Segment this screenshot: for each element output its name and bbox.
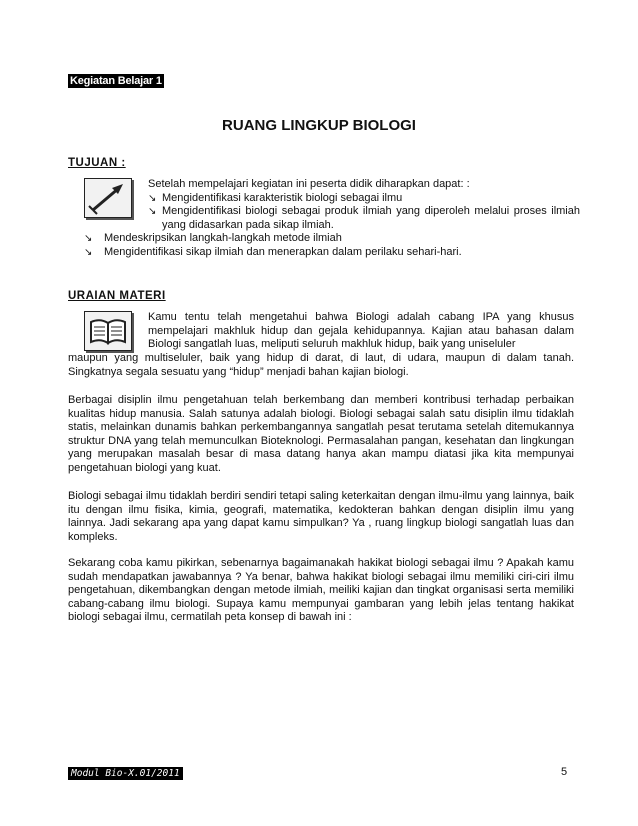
tujuan-item-3: ↘ Mendeskripsikan langkah-langkah metode ilmiah	[84, 232, 342, 244]
tujuan-intro: Setelah mempelajari kegiatan ini peserta didik diharapkan dapat: :	[148, 178, 470, 190]
uraian-paragraph-1-rest: maupun yang multiseluler, baik yang hidup di darat, di laut, di udara, maupun di dalam tanah. Singkatnya segala sesuatu yang “hidup” menjadi bahan kajian biologi.	[68, 352, 574, 378]
bullet-arrow-icon: ↘	[148, 206, 157, 217]
uraian-paragraph-3: Biologi sebagai ilmu tidaklah berdiri sendiri tetapi saling keterkaitan dengan ilmu-ilmu yang lainnya, baik itu dengan ilmu fisika, kimia, geografi, matematika, kedokteran bahkan dengan disiplin ilmu yang lainnya. Jadi sekarang apa yang dapat kamu simpulkan? Ya , ruang lingkup biologi sangatlah luas dan kompleks.	[68, 490, 574, 543]
page-title: RUANG LINGKUP BIOLOGI	[222, 117, 416, 134]
uraian-paragraph-4: Sekarang coba kamu pikirkan, sebenarnya bagaimanakah hakikat biologi sebagai ilmu ? Apakah kamu sudah mendapatkan jawabannya ? Ya benar, bahwa hakikat biologi sebagai ilmu memiliki ciri-ciri ilmu pengetahuan, dikembangkan dengan metode ilmiah, meiliki kajian dan tingkat organisasi serta memiliki cabang-cabang ilmu biologi. Supaya kamu mempunyai gambaran yang lebih jelas tentang hakikat biologi sebagai ilmu, cermatilah peta konsep di bawah ini :	[68, 557, 574, 624]
uraian-heading: URAIAN MATERI	[68, 290, 166, 302]
tujuan-heading: TUJUAN :	[68, 157, 126, 169]
bullet-arrow-icon: ↘	[84, 247, 93, 258]
tujuan-item-4: ↘ Mengidentifikasi sikap ilmiah dan menerapkan dalam perilaku sehari-hari.	[84, 246, 462, 258]
module-code: Modul Bio-X.01/2011	[68, 767, 183, 780]
uraian-paragraph-1-intro: Kamu tentu telah mengetahui bahwa Biologi adalah cabang IPA yang khusus mempelajari makhluk hidup dan gejala kehidupannya. Kajian atau bahasan dalam Biologi sangatlah luas, meliputi seluruh makhluk hidup, baik yang uniseluler	[148, 311, 574, 351]
page-number: 5	[561, 766, 568, 778]
bullet-arrow-icon: ↘	[84, 233, 93, 244]
tujuan-item-2: ↘ Mengidentifikasi biologi sebagai produk ilmiah yang diperoleh melalui proses ilmiah yang didasarkan pada sikap ilmiah.	[148, 205, 580, 231]
uraian-paragraph-2: Berbagai disiplin ilmu pengetahuan telah berkembang dan memberi kontribusi terhadap perbaikan kualitas hidup manusia. Salah satunya adalah biologi. Biologi sebagai salah satu disiplin ilmu tidaklah statis, melainkan dunamis bahkan perkembangannya sangatlah pesat terutama setelah ditemukannya struktur DNA yang telah memunculkan Bioteknologi. Permasalahan pangan, kesehatan dan lingkungan yang merupakan masalah besar di masa datang hanya akan mampu diatasi jika kita mempunyai pengetahuan biologi yang kuat.	[68, 394, 574, 474]
arrow-target-icon	[84, 178, 132, 218]
bullet-arrow-icon: ↘	[148, 193, 157, 204]
open-book-icon	[84, 311, 132, 351]
activity-tag: Kegiatan Belajar 1	[70, 75, 162, 87]
tujuan-item-1: ↘ Mengidentifikasi karakteristik biologi sebagai ilmu	[148, 192, 403, 204]
